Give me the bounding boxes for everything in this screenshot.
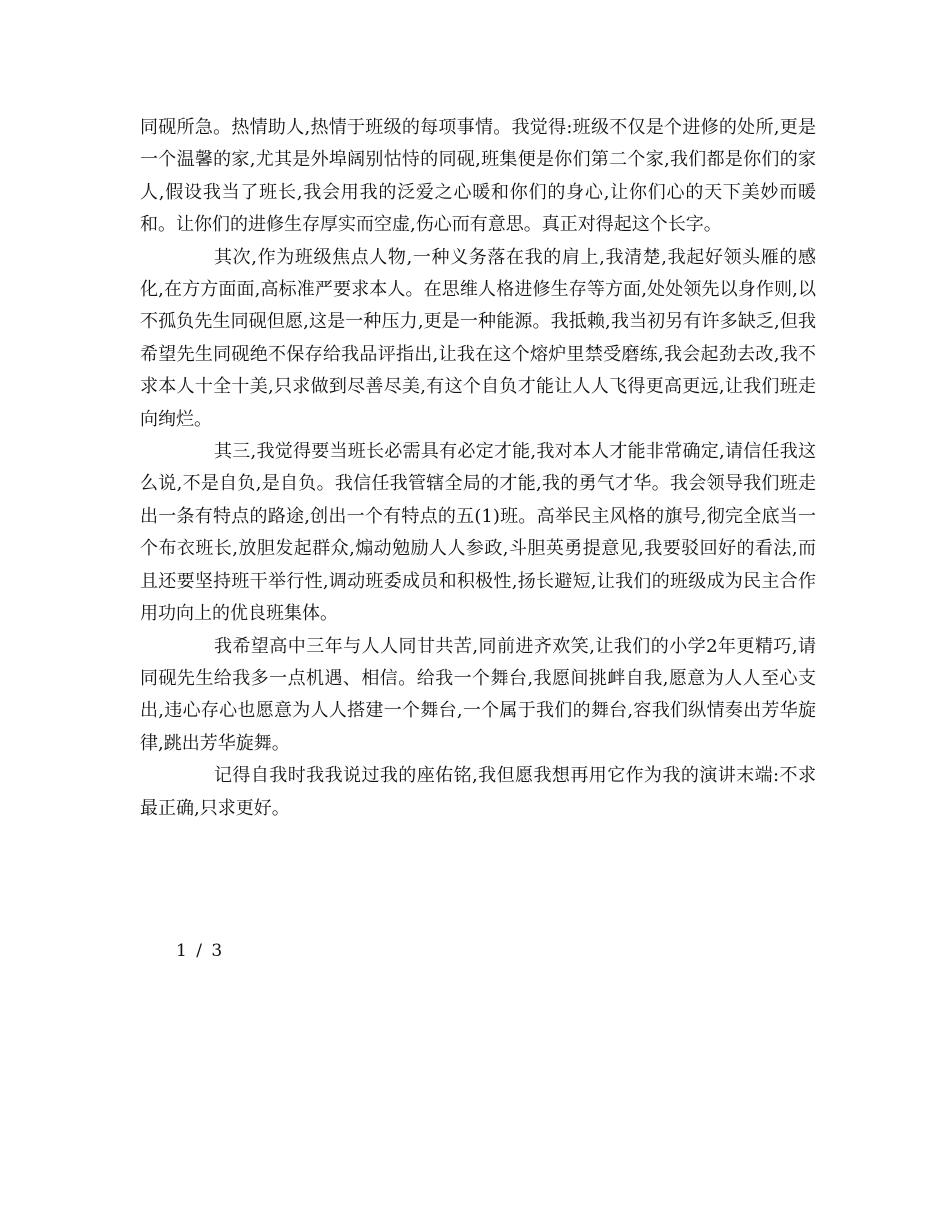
paragraph-4: 我希望高中三年与人人同甘共苦,同前进齐欢笑,让我们的小学2年更精巧,请同砚先生给我多一点机遇、相信。给我一个舞台,我愿间挑衅自我,愿意为人人至心支出,违心存心也愿意为人人搭建一个舞台,一个属于我们的舞台,容我们纵情奏出芳华旋律,跳出芳华旋舞。 [140, 635, 816, 754]
paragraph-5: 记得自我时我我说过我的座佑铭,我但愿我想再用它作为我的演讲末端:不求最正确,只求更好。 [140, 765, 816, 819]
body-text [140, 112, 816, 825]
paragraph-3: 其三,我觉得要当班长必需具有必定才能,我对本人才能非常确定,请信任我这么说,不是自负,是自负。我信任我管辖全局的才能,我的勇气才华。我会领导我们班走出一条有特点的路途,创出一个有特点的五(1)班。高举民主风格的旗号,彻完全底当一个布衣班长,放胆发起群众,煽动勉励人人参政,斗胆英勇提意见,我要驳回好的看法,而且还要坚持班干举行性,调动班委成员和积极性,扬长避短,让我们的班级成为民主合作用功向上的优良班集体。 [140, 441, 816, 625]
page-number: 1 / 3 [176, 941, 225, 961]
paragraph-1: 同砚所急。热情助人,热情于班级的每项事情。我觉得:班级不仅是个进修的处所,更是一个温馨的家,尤其是外埠阔别怙恃的同砚,班集便是你们第二个家,我们都是你们的家人,假设我当了班长,我会用我的泛爱之心暖和你们的身心,让你们心的天下美妙而暖和。让你们的进修生存厚实而空虚,伤心而有意思。真正对得起这个长字。 [140, 117, 816, 236]
paragraph-2: 其次,作为班级焦点人物,一种义务落在我的肩上,我清楚,我起好领头雁的感化,在方方面面,高标准严要求本人。在思维人格进修生存等方面,处处领先以身作则,以不孤负先生同砚但愿,这是一种压力,更是一种能源。我抵赖,我当初另有许多缺乏,但我希望先生同砚绝不保存给我品评指出,让我在这个熔炉里禁受磨练,我会起劲去改,我不求本人十全十美,只求做到尽善尽美,有这个自负才能让人人飞得更高更远,让我们班走向绚烂。 [140, 246, 816, 430]
